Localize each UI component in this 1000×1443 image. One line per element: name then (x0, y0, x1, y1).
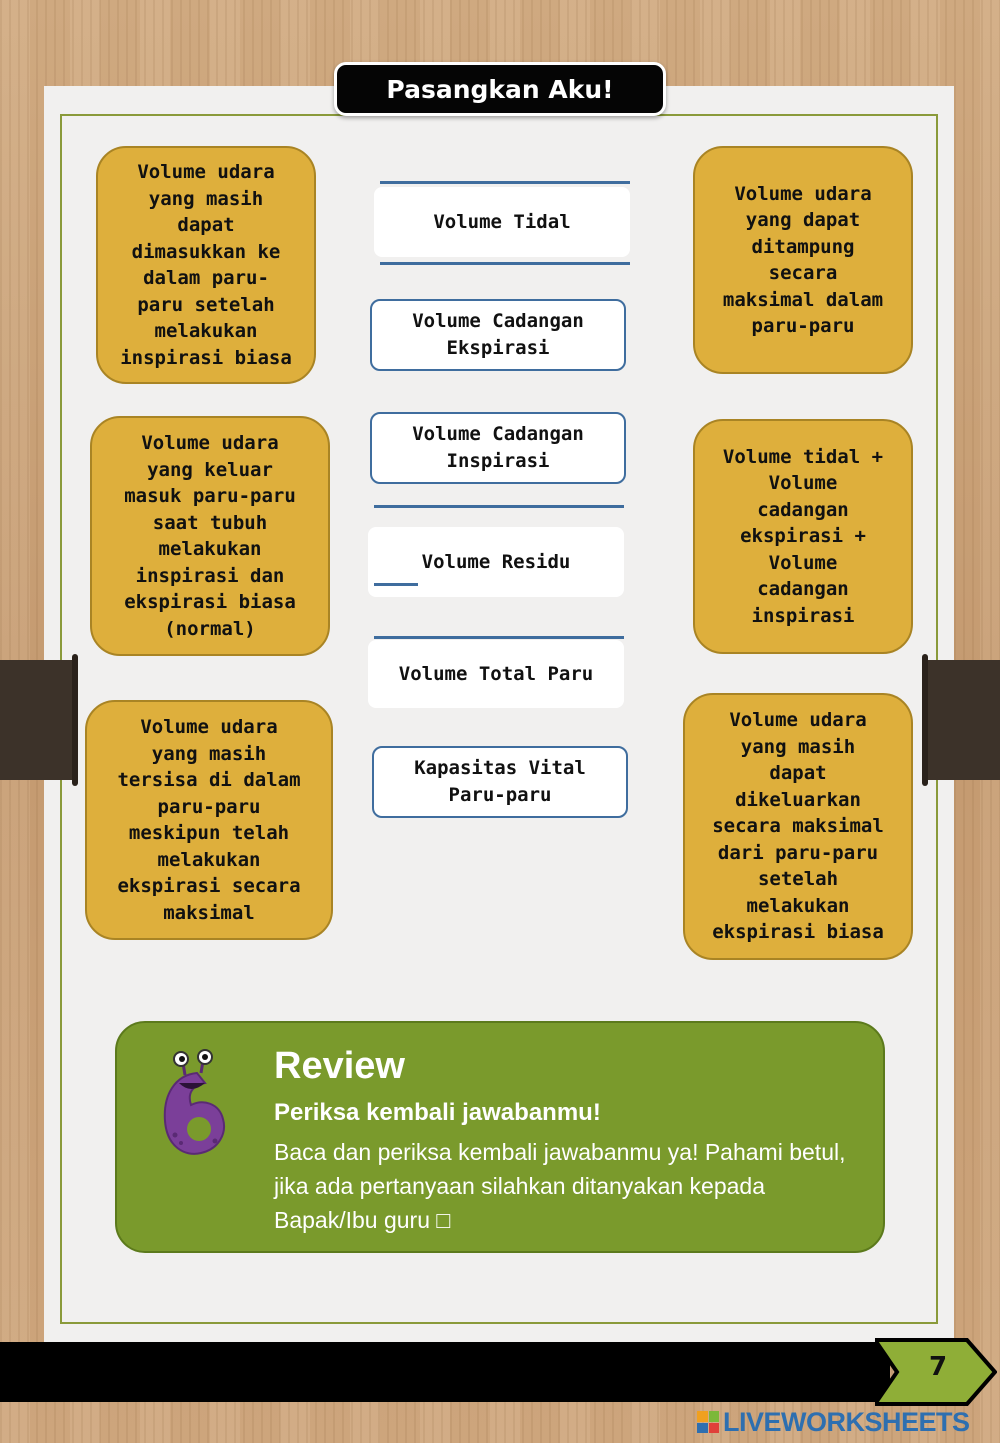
connector-line (374, 505, 624, 508)
right-card-text: Volume tidal + Volume cadangan ekspirasi + Volume cadangan inspirasi (722, 445, 884, 627)
review-box (115, 1021, 885, 1253)
connector-line (374, 636, 624, 639)
right-card-2 (693, 419, 913, 654)
liveworksheets-logo-icon (697, 1411, 719, 1433)
option-label: Volume Total Paru (398, 662, 594, 685)
option-volume-cadangan-ekspirasi[interactable] (370, 299, 626, 371)
number-six-mascot-icon (145, 1043, 233, 1161)
connector-line (380, 262, 630, 265)
right-card-3 (683, 693, 913, 960)
review-subtitle: Periksa kembali jawabanmu! (274, 1099, 601, 1126)
option-label: Volume Cadangan Inspirasi (412, 423, 584, 472)
left-card-1 (96, 146, 316, 384)
option-kapasitas-vital[interactable] (372, 746, 628, 818)
option-volume-total-paru[interactable] (368, 640, 624, 708)
option-volume-tidal[interactable] (374, 187, 630, 257)
left-card-text: Volume udara yang masih tersisa di dalam paru-paru meskipun telah melakukan ekspirasi secara maksimal (117, 716, 301, 924)
connector-line (380, 181, 630, 184)
left-card-3 (85, 700, 333, 940)
watermark-text: LIVEWORKSHEETS (723, 1406, 970, 1437)
liveworksheets-watermark (697, 1406, 970, 1438)
review-title: Review (274, 1045, 405, 1087)
connector-line (374, 583, 418, 586)
footer-bar (0, 1342, 890, 1402)
left-card-2 (90, 416, 330, 656)
page-title: Pasangkan Aku! (334, 62, 666, 116)
right-card-text: Volume udara yang masih dapat dikeluarkan secara maksimal dari paru-paru setelah melakukan ekspirasi biasa (712, 709, 884, 944)
option-label: Kapasitas Vital Paru-paru (414, 757, 586, 806)
option-label: Volume Cadangan Ekspirasi (412, 310, 584, 359)
right-card-text: Volume udara yang dapat ditampung secara maksimal dalam paru-paru (722, 182, 884, 337)
left-card-text: Volume udara yang keluar masuk paru-paru saat tubuh melakukan inspirasi dan ekspirasi biasa (normal) (124, 432, 296, 640)
option-label: Volume Tidal (433, 210, 571, 233)
review-body: Baca dan periksa kembali jawabanmu ya! Pahami betul, jika ada pertanyaan silahkan ditanyakan kepada Bapak/Ibu guru □ (274, 1139, 846, 1233)
right-card-1 (693, 146, 913, 374)
option-volume-cadangan-inspirasi[interactable] (370, 412, 626, 484)
left-card-text: Volume udara yang masih dapat dimasukkan ke dalam paru- paru setelah melakukan inspirasi biasa (120, 161, 292, 369)
option-volume-residu[interactable] (368, 527, 624, 597)
binder-clip-right (926, 660, 1000, 780)
binder-clip-left (0, 660, 74, 780)
page-number: 7 (928, 1352, 948, 1382)
option-label: Volume Residu (421, 550, 571, 573)
